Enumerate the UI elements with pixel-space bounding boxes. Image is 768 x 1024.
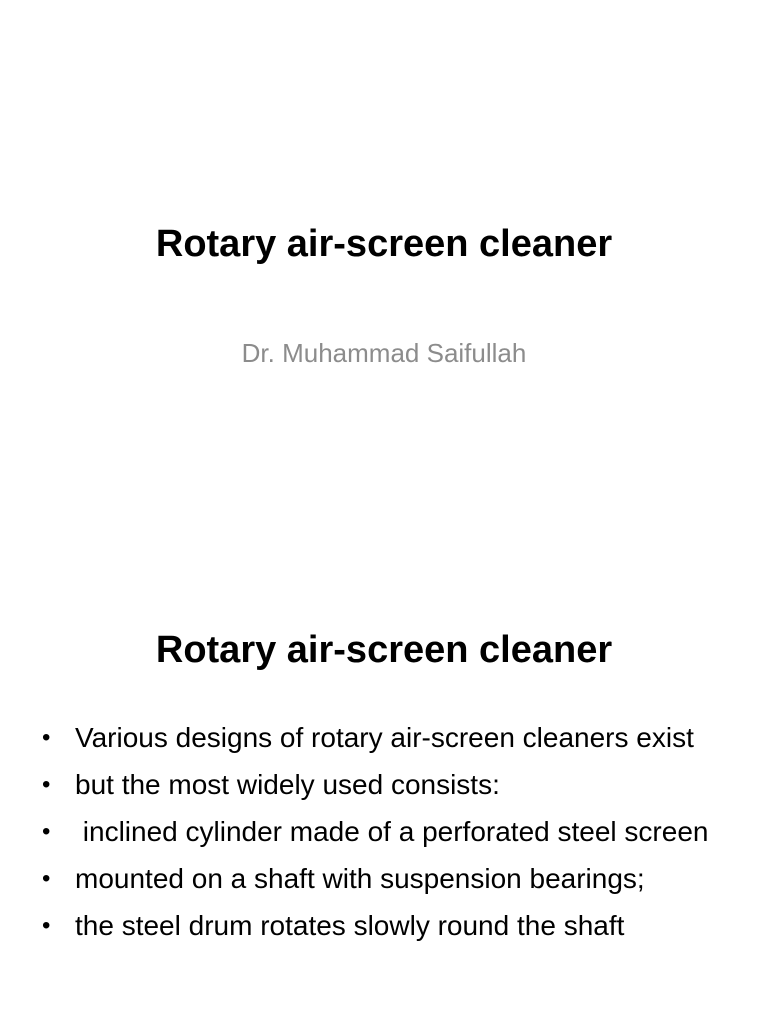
slide-title: Rotary air-screen cleaner [155,223,613,265]
bullet-item [42,717,720,759]
bullet-text: Various designs of rotary air-screen cleaners exist [75,722,694,753]
bullet-item [42,905,720,947]
bullet-text: the steel drum rotates slowly round the shaft [75,910,625,941]
slide-subtitle-author: Dr. Muhammad Saifullah [241,338,527,368]
bullet-icon: • [42,818,51,845]
bullet-icon: • [42,912,51,939]
bullet-icon: • [42,724,51,751]
bullet-list [42,717,720,952]
bullet-icon: • [42,771,51,798]
bullet-text: inclined cylinder made of a perforated steel screen [75,816,709,847]
content-slide [0,576,768,1024]
bullet-item [42,858,720,900]
bullet-item [42,811,720,853]
bullet-icon: • [42,865,51,892]
bullet-item [42,764,720,806]
bullet-text: mounted on a shaft with suspension bearings; [75,863,645,894]
slide-title: Rotary air-screen cleaner [155,629,613,671]
bullet-text: but the most widely used consists: [75,769,500,800]
